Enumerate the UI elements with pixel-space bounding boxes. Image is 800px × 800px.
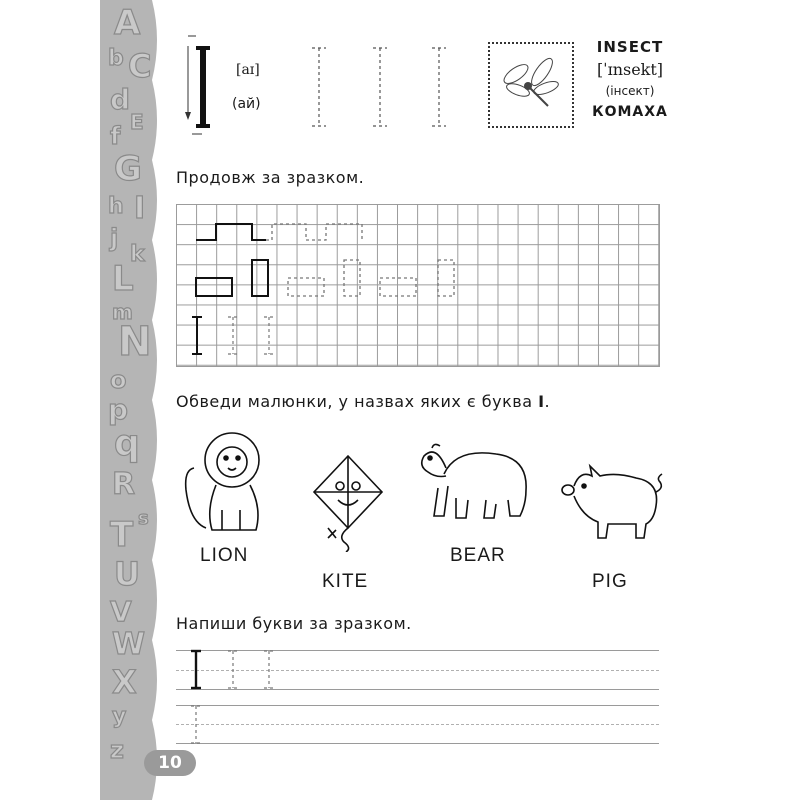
strip-letter: T (110, 515, 134, 555)
strip-letter: q (114, 423, 140, 464)
strip-letter: W (112, 627, 146, 662)
pattern-rect-dotted (380, 278, 416, 296)
pattern-letter-i-dotted (228, 317, 238, 354)
letter-i-stem (200, 46, 206, 128)
picture-label-lion: LION (200, 545, 249, 566)
pattern-rect-horizontal-sample (196, 278, 232, 296)
dotted-letter-i (312, 48, 326, 126)
task-circle-pictures (176, 392, 550, 411)
strip-letter: V (110, 595, 132, 628)
letter-ua-reading: (ай) (232, 96, 261, 112)
dotted-letter-i (432, 48, 446, 126)
picture-label-bear: BEAR (450, 545, 506, 566)
writing-letter-i-dotted (264, 651, 274, 688)
writing-letter-i-dotted (228, 651, 238, 688)
task-circle-pictures-text: Обведи малюнки, у назвах яких є буква (176, 392, 539, 411)
word-translation: КОМАХА (592, 104, 668, 120)
strip-letter: k (130, 242, 145, 267)
writing-practice (176, 646, 296, 750)
strip-letter: U (114, 555, 140, 593)
strip-letter: X (112, 663, 137, 701)
insect-image-box (488, 42, 574, 128)
pattern-letter-i-dotted (264, 317, 274, 354)
dotted-letter-i (373, 48, 387, 126)
pattern-rect-dotted (288, 278, 324, 296)
pattern-rect-vertical-sample (252, 260, 268, 296)
strip-letter: L (112, 259, 134, 299)
kite-icon (308, 452, 388, 552)
task-circle-pictures-letter: I (538, 392, 545, 411)
pattern-rect-dotted (438, 260, 454, 296)
pig-icon (556, 462, 666, 542)
writing-letter-i-sample (191, 651, 201, 688)
strip-letter: A (114, 3, 141, 43)
strip-letter: h (108, 194, 124, 219)
stroke-arrow-head (185, 112, 191, 120)
strip-letter: j (110, 224, 119, 252)
strip-letter: G (114, 149, 142, 189)
pattern-drawing (176, 204, 660, 367)
strip-letter: E (130, 110, 144, 134)
strip-letter: s (138, 508, 149, 529)
word-ua-reading: (інсект) (605, 84, 655, 98)
letter-demo (176, 28, 466, 148)
strip-letter: y (112, 704, 127, 729)
word-english: INSECT (596, 38, 664, 56)
picture-label-pig: PIG (592, 571, 628, 592)
alphabet-strip (100, 0, 162, 800)
word-transcription: [ˈɪnsekt] (596, 60, 664, 79)
lion-icon (176, 430, 276, 540)
task-write-letters: Напиши букви за зразком. (176, 614, 412, 633)
word-card (585, 38, 675, 120)
strip-letter: b (108, 46, 124, 71)
dragonfly-icon (490, 44, 572, 126)
strip-letter: N (118, 319, 152, 365)
strip-letter: m (112, 300, 133, 324)
pattern-meander-dotted (266, 224, 362, 240)
pattern-rect-dotted (344, 260, 360, 296)
strip-letter: R (112, 467, 136, 502)
strip-letter: f (110, 122, 121, 150)
pattern-letter-i-sample (192, 317, 202, 354)
picture-label-kite: KITE (322, 571, 369, 592)
strip-letter: z (110, 736, 124, 764)
letter-i-bottom-serif (196, 124, 210, 128)
task-continue-pattern: Продовж за зразком. (176, 168, 365, 187)
letter-transcription: [aɪ] (236, 62, 260, 78)
strip-letter: p (108, 393, 129, 426)
strip-letter: C (128, 47, 152, 85)
strip-letter: d (110, 83, 131, 116)
task-circle-pictures-end: . (544, 392, 551, 411)
bear-icon (416, 438, 536, 528)
writing-letter-i-dotted (191, 706, 201, 743)
pattern-meander-sample (196, 224, 266, 240)
strip-letter: I (134, 191, 146, 226)
page-number: 10 (144, 750, 196, 776)
strip-letter: o (110, 366, 127, 394)
